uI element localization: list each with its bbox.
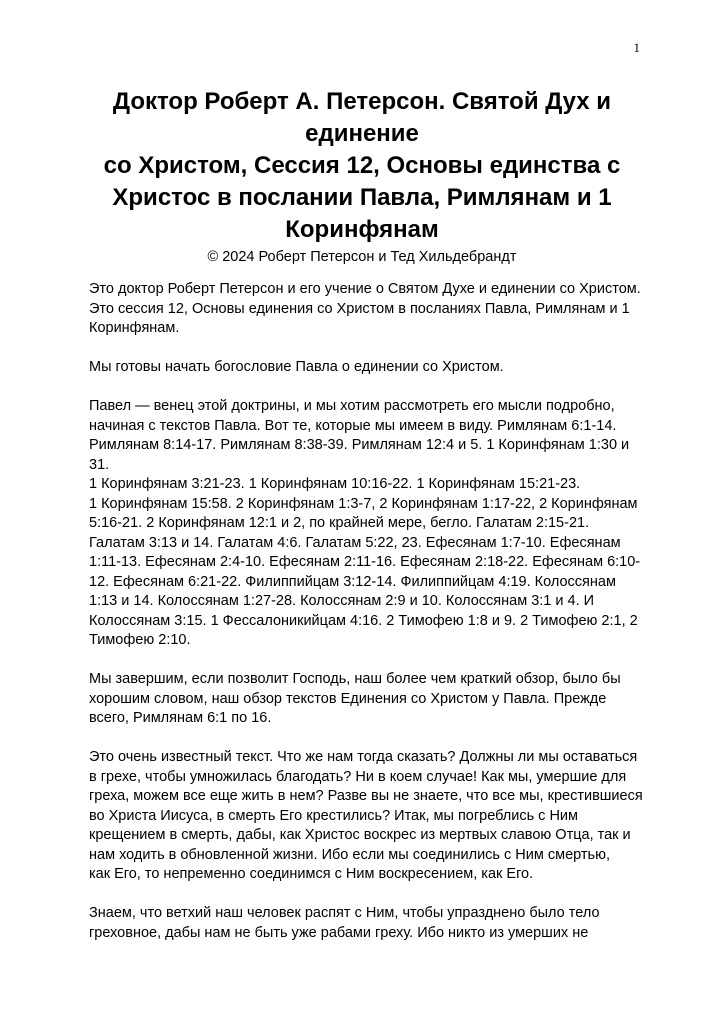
text-line: 31. <box>89 456 110 473</box>
paragraph-ready <box>89 358 649 378</box>
paragraph-intro <box>89 280 649 339</box>
text-line: Галатам 3:13 и 14. Галатам 4:6. Галатам 5:22, 23. Ефесянам 1:7-10. Ефесянам <box>89 534 621 551</box>
text-line: Это доктор Роберт Петерсон и его учение о Святом Духе и единении со Христом. <box>89 281 641 297</box>
text-line: греха, можем все еще жить в нем? Разве вы не знаете, что все мы, крестившиеся <box>89 788 643 804</box>
text-line: хорошим словом, наш обзор текстов Единения со Христом у Павла. Прежде <box>89 690 607 707</box>
text-line: 1:11-13. Ефесянам 2:4-10. Ефесянам 2:11-16. Ефесянам 2:18-22. Ефесянам 6:10- <box>89 554 641 570</box>
title-line: со Христом, Сессия 12, Основы единства с <box>103 152 621 179</box>
text-line: Коринфянам. <box>89 320 180 336</box>
text-line: 5:16-21. 2 Коринфянам 12:1 и 2, по крайней мере, бегло. Галатам 2:15-21. <box>89 515 590 531</box>
text-line: как Его, то непременно соединимся с Ним воскресением, как Его. <box>89 866 534 882</box>
text-line: Знаем, что ветхий наш человек распят с Ним, чтобы упразднено было тело <box>89 905 600 921</box>
text-line: во Христа Иисуса, в смерть Его крестились? Итак, мы погреблись с Ним <box>89 807 578 824</box>
paragraph-romans-6 <box>89 748 649 885</box>
title-line: Христос в послании Павла, Римлянам и 1 <box>112 184 612 211</box>
paragraph-texts-list <box>89 397 649 651</box>
text-line: всего, Римлянам 6:1 по 16. <box>89 710 272 726</box>
title-line: Коринфянам <box>285 216 439 243</box>
text-line: 1 Коринфянам 3:21-23. 1 Коринфянам 10:16-22. 1 Коринфянам 15:21-23. <box>89 476 581 492</box>
copyright-notice: © 2024 Роберт Петерсон и Тед Хильдебрандт <box>207 249 517 265</box>
text-line: Колоссянам 3:15. 1 Фессалоникийцам 4:16. 2 Тимофею 1:8 и 9. 2 Тимофею 2:1, 2 <box>89 612 638 629</box>
text-line: Павел — венец этой доктрины, и мы хотим рассмотреть его мысли подробно, <box>89 398 615 414</box>
title-block <box>90 86 634 267</box>
text-line: начиная с текстов Павла. Вот те, которые мы имеем в виду. Римлянам 6:1-14. <box>89 417 617 434</box>
text-line: нам ходить в обновленной жизни. Ибо если мы соединились с Ним смертью, <box>89 846 610 863</box>
paragraph-old-self <box>89 904 649 943</box>
text-line: греховное, дабы нам не быть уже рабами греху. Ибо никто из умерших не <box>89 924 589 941</box>
paragraph-conclusion <box>89 670 649 729</box>
title-line: единение <box>305 120 419 147</box>
text-line: крещением в смерть, дабы, как Христос воскрес из мертвых славою Отца, так и <box>89 827 631 843</box>
text-line: 1 Коринфянам 15:58. 2 Коринфянам 1:3-7, 2 Коринфянам 1:17-22, 2 Коринфянам <box>89 495 638 512</box>
page-number: 1 <box>633 40 640 55</box>
text-line: Это сессия 12, Основы единения со Христом в посланиях Павла, Римлянам и 1 <box>89 300 630 317</box>
text-line: Мы завершим, если позволит Господь, наш более чем краткий обзор, было бы <box>89 671 621 687</box>
text-line: Это очень известный текст. Что же нам тогда сказать? Должны ли мы оставаться <box>89 749 638 765</box>
text-line: Мы готовы начать богословие Павла о единении со Христом. <box>89 359 504 375</box>
text-line: Римлянам 8:14-17. Римлянам 8:38-39. Римлянам 12:4 и 5. 1 Коринфянам 1:30 и <box>89 437 630 453</box>
title-line: Доктор Роберт А. Петерсон. Святой Дух и <box>112 88 612 115</box>
body-text <box>89 280 649 963</box>
text-line: в грехе, чтобы умножилась благодать? Ни в коем случае! Как мы, умершие для <box>89 768 627 785</box>
text-line: 1:13 и 14. Колоссянам 1:27-28. Колоссянам 2:9 и 10. Колоссянам 3:1 и 4. И <box>89 593 595 609</box>
text-line: 12. Ефесянам 6:21-22. Филиппийцам 3:12-14. Филиппийцам 4:19. Колоссянам <box>89 573 616 590</box>
text-line: Тимофею 2:10. <box>89 632 191 648</box>
